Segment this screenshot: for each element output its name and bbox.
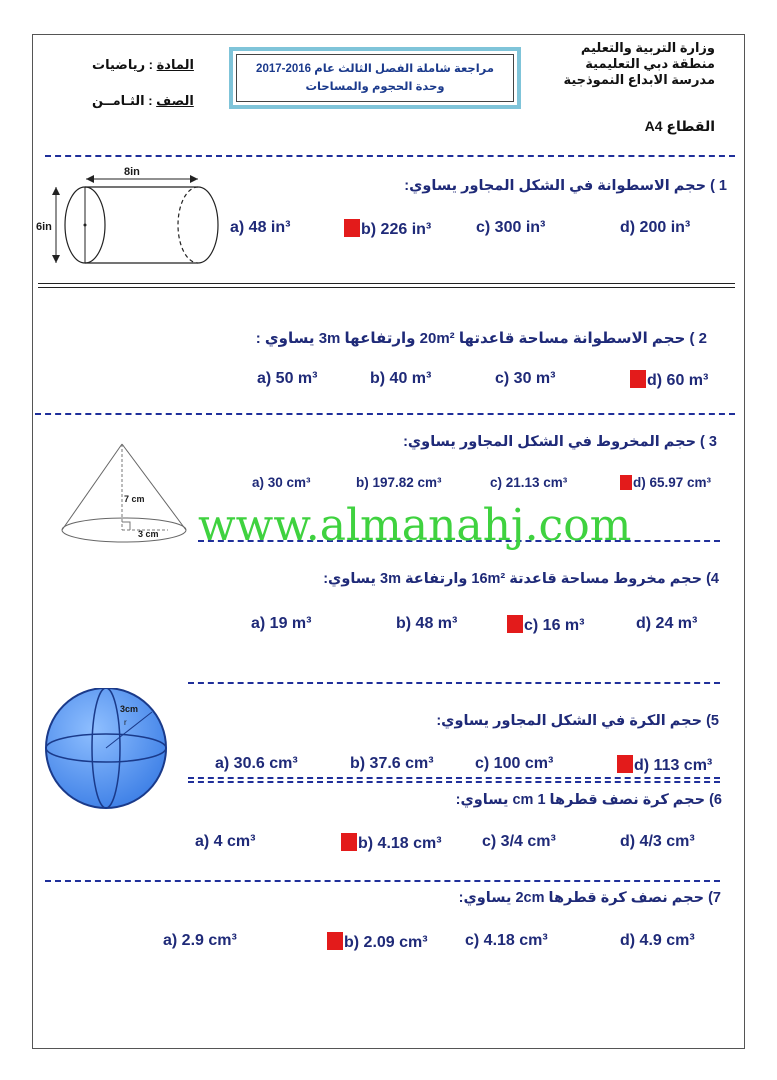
answer-mark <box>327 932 343 950</box>
separator <box>38 283 735 284</box>
sphere-radius-label: 3cm <box>120 704 139 714</box>
q4-option-a: a) 19 m³ <box>251 615 312 632</box>
cone-height-label: 7 cm <box>124 494 145 504</box>
subject-value: : رياضيات <box>92 57 157 72</box>
q3-option-a: a) 30 cm³ <box>252 475 311 490</box>
q5-option-b: b) 37.6 cm³ <box>350 755 434 772</box>
sphere-figure <box>42 688 172 810</box>
question-1: 1 ) حجم الاسطوانة في الشكل المجاور يساوي: <box>404 178 727 194</box>
separator <box>35 413 735 415</box>
question-7: 7) حجم نصف كرة قطرها 2cm يساوي: <box>458 890 721 906</box>
question-6: 6) حجم كرة نصف قطرها 1 cm يساوي: <box>455 792 722 808</box>
answer-mark <box>630 370 646 388</box>
q5-option-c: c) 100 cm³ <box>475 755 554 772</box>
separator <box>188 781 720 783</box>
title-line-1: مراجعة شاملة الفصل الثالث عام 2016-2017 <box>256 63 494 75</box>
answer-mark <box>341 833 357 851</box>
q7-option-c: c) 4.18 cm³ <box>465 932 548 949</box>
answer-mark <box>617 755 633 773</box>
cylinder-length-label: 8in <box>124 166 140 178</box>
separator <box>45 880 720 882</box>
q1-option-a: a) 48 in³ <box>230 219 291 236</box>
q2-option-c: c) 30 m³ <box>495 370 556 387</box>
subject-label: المادة <box>156 57 194 72</box>
cylinder-figure <box>40 165 220 275</box>
school-name: مدرسة الابداع النموذجية <box>563 72 715 87</box>
q7-option-d: d) 4.9 cm³ <box>620 932 695 949</box>
q3-option-b: b) 197.82 cm³ <box>356 475 442 490</box>
header-right <box>563 40 715 88</box>
cone-radius-label: 3 cm <box>138 529 159 539</box>
answer-mark <box>620 475 632 490</box>
ministry-name: وزارة التربية والتعليم <box>580 40 715 55</box>
subject-line <box>92 57 194 73</box>
q3-option-d: d) 65.97 cm³ <box>620 475 711 490</box>
q2-option-a: a) 50 m³ <box>257 370 318 387</box>
answer-mark <box>507 615 523 633</box>
q1-option-d: d) 200 in³ <box>620 219 691 236</box>
separator <box>45 155 735 157</box>
separator <box>38 287 735 288</box>
q5-option-a: a) 30.6 cm³ <box>215 755 298 772</box>
q6-option-a: a) 4 cm³ <box>195 833 256 850</box>
q4-option-b: b) 48 m³ <box>396 615 458 632</box>
grade-line <box>92 93 194 109</box>
q3-option-c: c) 21.13 cm³ <box>490 475 568 490</box>
question-2: 2 ) حجم الاسطوانة مساحة قاعدتها 20m² وارتفاعها 3m يساوي : <box>255 330 707 347</box>
q4-option-d: d) 24 m³ <box>636 615 698 632</box>
grade-label: الصف <box>156 93 194 108</box>
q7-option-a: a) 2.9 cm³ <box>163 932 237 949</box>
zone-name: منطقة دبي التعليمية <box>585 56 715 71</box>
grade-value: : الثـامــن <box>92 93 157 108</box>
q4-option-c: c) 16 m³ <box>507 615 584 635</box>
q1-option-b: b) 226 in³ <box>344 219 431 239</box>
q2-option-b: b) 40 m³ <box>370 370 432 387</box>
q6-option-c: c) 3/4 cm³ <box>482 833 556 850</box>
sector-label: القطاع A4 <box>644 118 715 134</box>
watermark: www.almanahj.com <box>198 500 632 551</box>
question-3: 3 ) حجم المخروط في الشكل المجاور يساوي: <box>403 434 717 450</box>
sphere-r-label: r <box>124 718 127 727</box>
q6-option-d: d) 4/3 cm³ <box>620 833 695 850</box>
q5-option-d: d) 113 cm³ <box>617 755 712 775</box>
title-line-2: وحدة الحجوم والمساحات <box>305 81 445 93</box>
q6-option-b: b) 4.18 cm³ <box>341 833 442 853</box>
question-5: 5) حجم الكرة في الشكل المجاور يساوي: <box>436 713 719 729</box>
q2-option-d: d) 60 m³ <box>630 370 708 390</box>
separator <box>188 682 720 684</box>
q7-option-b: b) 2.09 cm³ <box>327 932 428 952</box>
answer-mark <box>344 219 360 237</box>
q1-option-c: c) 300 in³ <box>476 219 546 236</box>
title-box <box>229 47 521 109</box>
separator <box>188 777 720 779</box>
cylinder-height-label: 6in <box>36 221 52 233</box>
question-4: 4) حجم مخروط مساحة قاعدتة 16m² وارتفاعة 3m يساوي: <box>323 571 719 587</box>
